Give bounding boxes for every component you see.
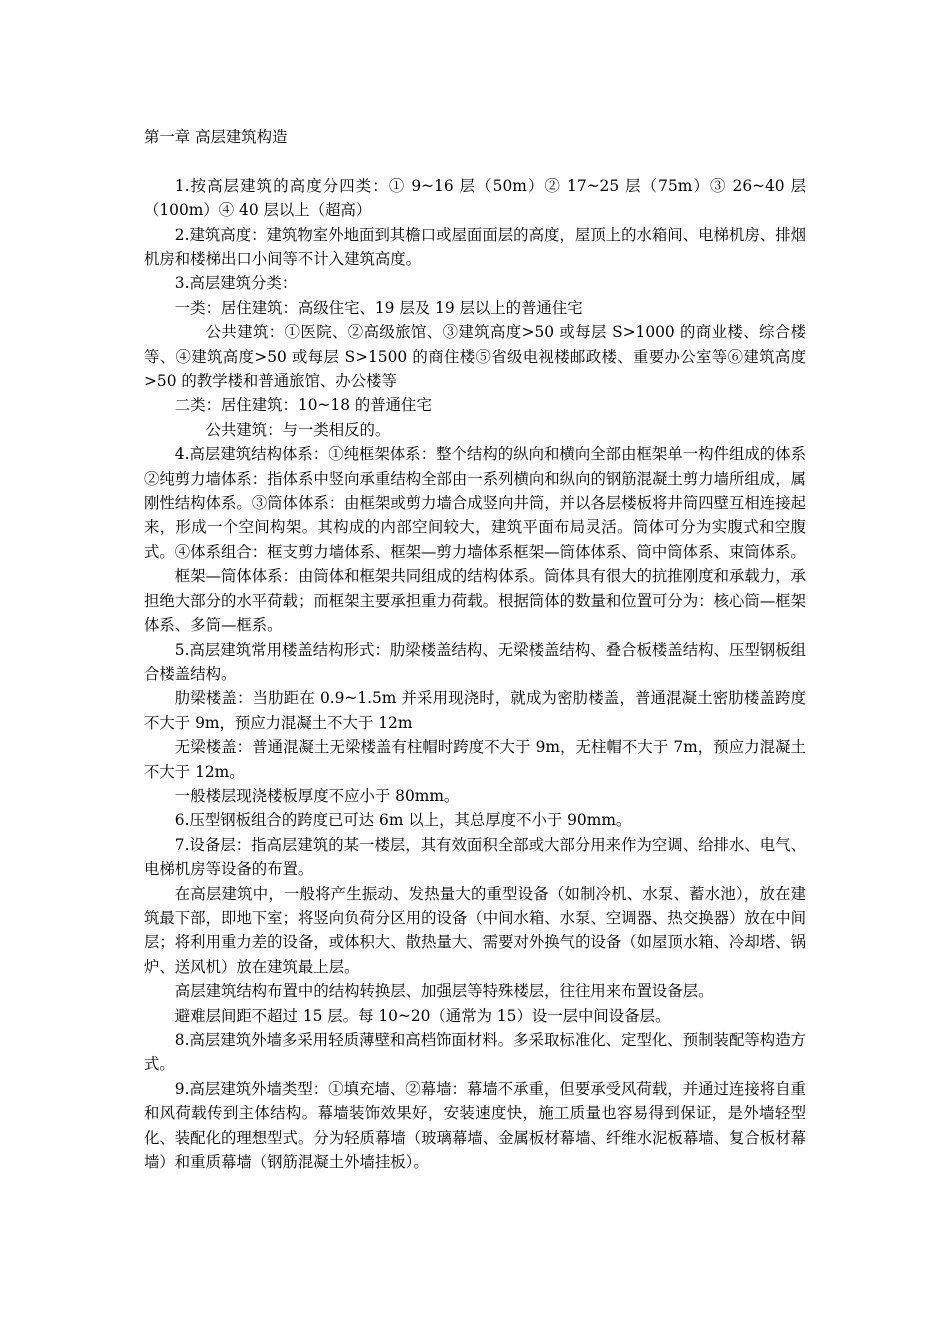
document-page: [144, 125, 806, 1174]
paragraph: 肋梁楼盖：当肋距在 0.9~1.5m 并采用现浇时，就成为密肋楼盖，普通混凝土密肋楼盖跨度不大于 9m，预应力混凝土不大于 12m: [144, 689, 806, 732]
paragraph: 1.按高层建筑的高度分四类：① 9~16 层（50m）② 17~25 层（75m）③ 26~40 层（100m）④ 40 层以上（超高）: [144, 176, 806, 220]
paragraph: 9.高层建筑外墙类型：①填充墙、②幕墙：幕墙不承重，但要承受风荷载，并通过连接将自重和风荷载传到主体结构。幕墙装饰效果好，安装速度快，施工质量也容易得到保证，是外墙轻型化、装配化的理想型式。分为轻质幕墙（玻璃幕墙、金属板材幕墙、纤维水泥板幕墙、复合板材幕墙）和重质幕墙（钢筋混凝土外墙挂板）。: [144, 1079, 806, 1172]
chapter-title: 第一章 高层建筑构造: [144, 128, 288, 146]
paragraph: 一般楼层现浇楼板厚度不应小于 80mm。: [174, 786, 460, 805]
paragraph: 公共建筑：与一类相反的。: [205, 420, 391, 439]
paragraph: 3.高层建筑分类：: [174, 274, 298, 293]
paragraph: 避难层间距不超过 15 层。每 10~20（通常为 15）设一层中间设备层。: [174, 1006, 671, 1025]
paragraph: 在高层建筑中，一般将产生振动、发热量大的重型设备（如制冷机、水泵、蓄水池），放在建筑最下部，即地下室；将竖向负荷分区用的设备（中间水箱、水泵、空调器、热交换器）放在中间层；将利用重力差的设备，或体积大、散热量大、需要对外换气的设备（如屋顶水箱、冷却塔、锅炉、送风机）放在建筑最上层。: [144, 884, 806, 976]
paragraph: 无梁楼盖：普通混凝土无梁楼盖有柱帽时跨度不大于 9m，无柱帽不大于 7m，预应力混凝土不大于 12m。: [144, 738, 806, 781]
paragraph: 高层建筑结构布置中的结构转换层、加强层等特殊楼层，往往用来布置设备层。: [174, 982, 714, 1001]
paragraph: 5.高层建筑常用楼盖结构形式：肋梁楼盖结构、无梁楼盖结构、叠合板楼盖结构、压型钢板组合楼盖结构。: [144, 640, 806, 683]
paragraph: 框架—筒体体系：由筒体和框架共同组成的结构体系。筒体具有很大的抗推刚度和承载力，承担绝大部分的水平荷载；而框架主要承担重力荷载。根据筒体的数量和位置可分为：核心筒—框架体系、多筒—框系。: [144, 567, 806, 635]
paragraph: 2.建筑高度：建筑物室外地面到其檐口或屋面面层的高度，屋顶上的水箱间、电梯机房、排烟机房和楼梯出口小间等不计入建筑高度。: [144, 225, 806, 269]
paragraph: 7.设备层：指高层建筑的某一楼层，其有效面积全部或大部分用来作为空调、给排水、电气、电梯机房等设备的布置。: [144, 835, 806, 879]
paragraph: 4.高层建筑结构体系：①纯框架体系：整个结构的纵向和横向全部由框架单一构件组成的体系②纯剪力墙体系：指体系中竖向承重结构全部由一系列横向和纵向的钢筋混凝土剪力墙所组成，属刚性结构体系。③筒体体系：由框架或剪力墙合成竖向井筒，并以各层楼板将井筒四壁互相连接起来，形成一个空间构架。其构成的内部空间较大，建筑平面布局灵活。筒体可分为实腹式和空腹式。④体系组合：框支剪力墙体系、框架—剪力墙体系框架—筒体体系、筒中筒体系、束筒体系。: [144, 445, 806, 561]
paragraph: 一类：居住建筑：高级住宅、19 层及 19 层以上的普通住宅: [174, 298, 583, 317]
paragraph: 6.压型钢板组合的跨度已可达 6m 以上，其总厚度不小于 90mm。: [174, 811, 632, 830]
paragraph: 公共建筑：①医院、②高级旅馆、③建筑高度>50 或每层 S>1000 的商业楼、综合楼等、④建筑高度>50 或每层 S>1500 的商住楼⑤省级电视楼邮政楼、重要办公室等⑥建筑高度>50 的教学楼和普通旅馆、办公楼等: [144, 323, 806, 391]
document-body: [144, 174, 806, 1175]
paragraph: 8.高层建筑外墙多采用轻质薄壁和高档饰面材料。多采取标准化、定型化、预制装配等构造方式。: [144, 1031, 806, 1074]
paragraph: 二类：居住建筑：10~18 的普通住宅: [174, 396, 432, 415]
